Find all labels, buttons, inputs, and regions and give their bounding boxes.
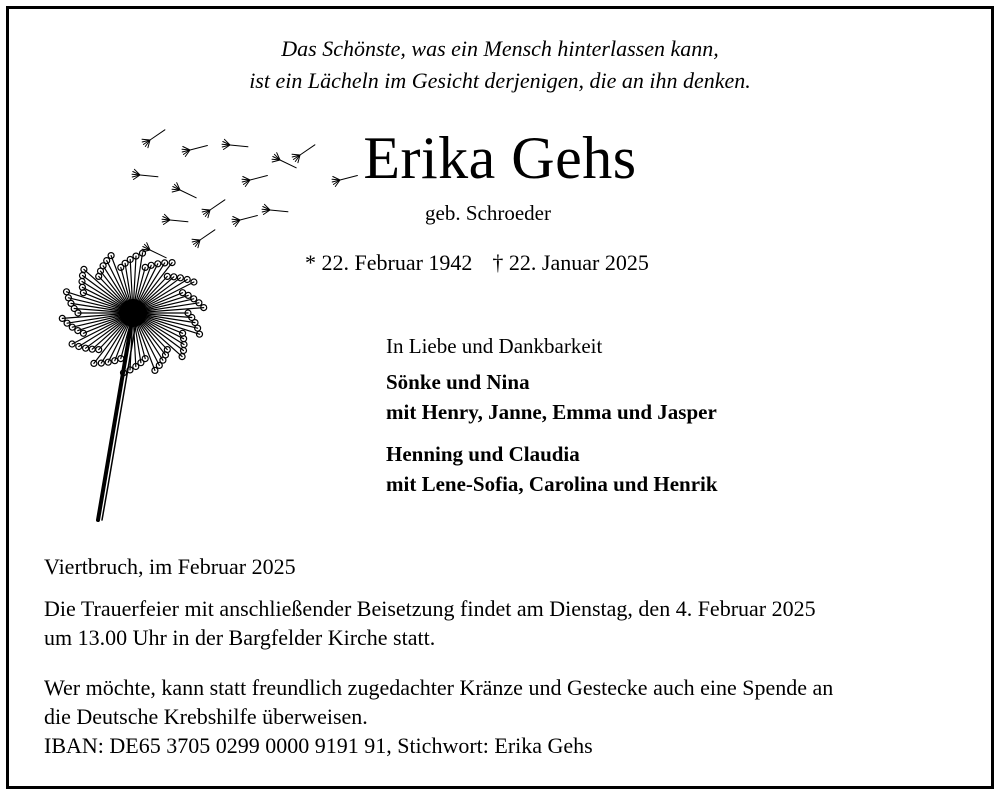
family-2-names: Henning und Claudia — [386, 442, 580, 466]
donation-line-1: Wer möchte, kann statt freundlich zugedachter Kränze und Gestecke auch eine Spende an — [44, 675, 834, 700]
mourners-intro: In Liebe und Dankbarkeit — [386, 334, 603, 358]
quote-line-2: ist ein Lächeln im Gesicht derjenigen, die an ihn denken. — [249, 68, 751, 93]
death-date: † 22. Januar 2025 — [492, 250, 649, 275]
donation-line-2: die Deutsche Krebshilfe überweisen. — [44, 704, 368, 729]
quote-line-1: Das Schönste, was ein Mensch hinterlassen kann, — [281, 36, 719, 61]
birth-date: * 22. Februar 1942 — [305, 250, 473, 275]
life-dates — [305, 252, 649, 274]
deceased-name: Erika Gehs — [363, 125, 637, 191]
funeral-info-line-2: um 13.00 Uhr in der Bargfelder Kirche statt. — [44, 625, 436, 650]
family-2-children: mit Lene-Sofia, Carolina und Henrik — [386, 472, 718, 496]
iban-line: IBAN: DE65 3705 0299 0000 9191 91, Stichwort: Erika Gehs — [44, 733, 593, 758]
funeral-info-line-1: Die Trauerfeier mit anschließender Beisetzung findet am Dienstag, den 4. Februar 2025 — [44, 596, 816, 621]
place-date: Viertbruch, im Februar 2025 — [44, 554, 296, 579]
family-1-children: mit Henry, Janne, Emma und Jasper — [386, 400, 717, 424]
family-1-names: Sönke und Nina — [386, 370, 530, 394]
birth-name: geb. Schroeder — [425, 201, 551, 225]
